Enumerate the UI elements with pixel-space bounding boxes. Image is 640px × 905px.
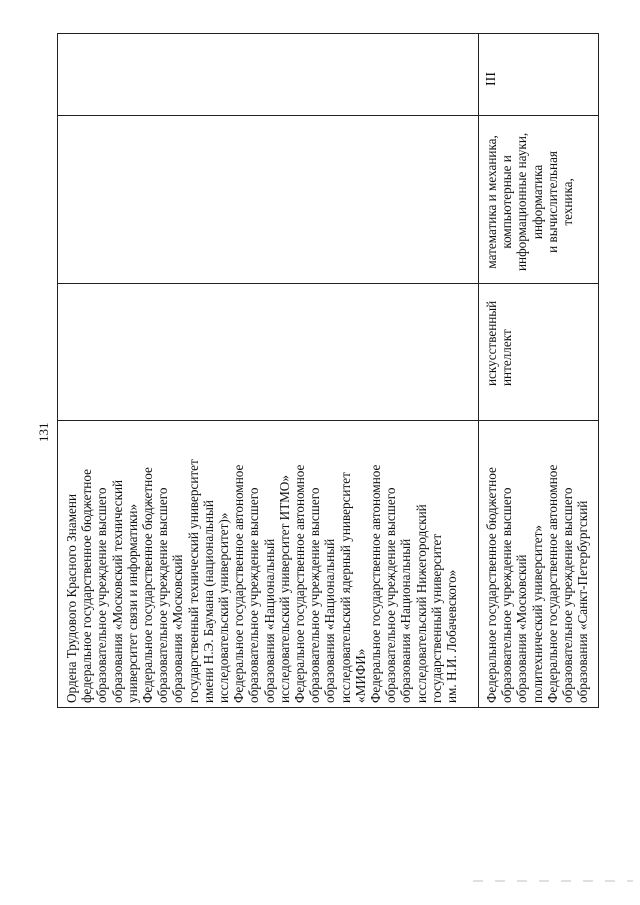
institution-line: Федеральное государственное бюджетное <box>140 467 156 703</box>
institution-line: «МИФИ» <box>352 648 368 703</box>
institution-line: образовательное учреждение высшего <box>94 487 110 703</box>
institution-line: университет связи и информатики» <box>124 503 140 703</box>
level-value: III <box>484 72 499 86</box>
institution-line: образовательное учреждение высшего <box>383 487 399 703</box>
institution-line: Федеральное государственное автономное <box>231 464 247 703</box>
field-line: информатика <box>529 164 545 240</box>
field-line: техника, <box>560 178 576 226</box>
institution-line: Федеральное государственное автономное <box>368 464 384 703</box>
institution-line: образовательное учреждение высшего <box>155 487 171 703</box>
direction-cell <box>484 301 514 386</box>
institution-line: исследовательский ядерный университет <box>337 472 353 703</box>
institutions-cell-row1 <box>64 459 459 703</box>
institution-line: образования «Национальный <box>398 538 414 703</box>
field-cell <box>484 133 575 271</box>
row-divider-low <box>57 420 599 421</box>
direction-line: интеллект <box>499 329 515 386</box>
institution-line: образования «Московский <box>170 554 186 703</box>
row-divider-mid <box>57 283 599 284</box>
institution-line: им. Н.И. Лобачевского» <box>444 569 460 703</box>
institution-line: Федеральное государственное автономное <box>544 464 560 703</box>
institutions-cell-row2 <box>484 465 590 703</box>
field-line: и вычислительная <box>544 151 560 253</box>
institution-line: государственный технический университет <box>185 459 201 703</box>
scan-artifact <box>473 880 633 882</box>
column-divider <box>478 33 479 708</box>
institution-line: Федеральное государственное бюджетное <box>484 467 499 703</box>
direction-line: искусственный <box>484 300 499 386</box>
institution-line: образовательное учреждение высшего <box>560 487 576 703</box>
level-cell <box>484 72 499 86</box>
institution-line: исследовательский университет ИТМО» <box>276 475 292 703</box>
institution-line: политехнический университет» <box>529 525 545 703</box>
institution-line: образовательное учреждение высшего <box>246 487 262 703</box>
institution-line: образования «Национальный <box>261 538 277 703</box>
row-divider-top <box>57 115 599 116</box>
institution-line: имени Н.Э. Баумана (национальный <box>200 500 216 703</box>
institution-line: образования «Санкт-Петербургский <box>575 500 591 703</box>
institution-line: образования «Московский технический <box>109 479 125 703</box>
institution-line: исследовательский университет)» <box>216 512 232 703</box>
institution-line: образования «Национальный <box>322 538 338 703</box>
field-line: информационные науки, <box>514 132 530 271</box>
institution-line: государственный университет <box>428 533 444 703</box>
institution-line: исследовательский Нижегородский <box>413 504 429 703</box>
institution-line: федеральное государственное бюджетное <box>79 469 95 703</box>
institution-line: образовательное учреждение высшего <box>307 487 323 703</box>
page-number: 131 <box>36 422 51 442</box>
institution-line: образовательное учреждение высшего <box>499 487 515 703</box>
institution-line: Ордена Трудового Красного Знамени <box>64 493 79 703</box>
field-line: математика и механика, <box>484 135 499 269</box>
institution-line: Федеральное государственное автономное <box>292 464 308 703</box>
institution-line: образования «Московский <box>514 554 530 703</box>
field-line: компьютерные и <box>499 155 515 249</box>
